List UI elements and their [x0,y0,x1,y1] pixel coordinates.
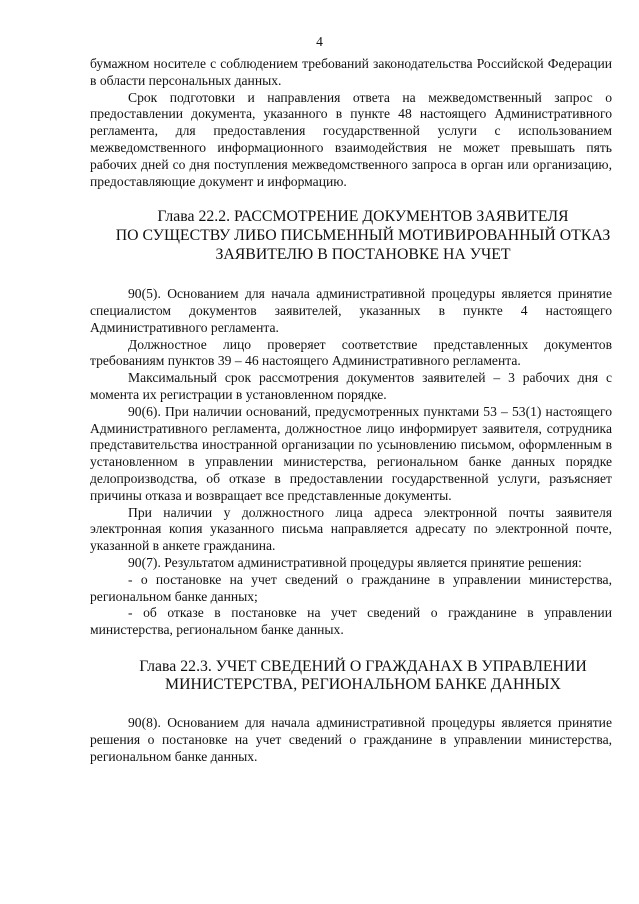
chapter-heading-22-3 [90,658,612,695]
heading-line: Глава 22.2. РАССМОТРЕНИЕ ДОКУМЕНТОВ ЗАЯВИТЕЛЯ [157,208,569,226]
document-body [90,56,612,765]
heading-line: МИНИСТЕРСТВА, РЕГИОНАЛЬНОМ БАНКЕ ДАННЫХ [165,676,561,694]
heading-line: ПО СУЩЕСТВУ ЛИБО ПИСЬМЕННЫЙ МОТИВИРОВАННЫЙ ОТКАЗ [115,226,611,244]
list-item-registration: - о постановке на учет сведений о гражданине в управлении министерства, региональном банке данных; [90,571,612,604]
paragraph-90-7: 90(7). Результатом административной процедуры является принятие решения: [128,554,582,570]
paragraph-90-5: 90(5). Основанием для начала административной процедуры является принятие специалистом документов заявителей, указанных в пункте 4 настоящего Административного регламента. [90,286,612,335]
chapter-heading-22-2 [90,208,612,264]
paragraph-electronic-copy: При наличии у должностного лица адреса электронной почты заявителя электронная копия указанного письма направляется адресату по электронной почте, указанной в анкете гражданина. [90,504,612,554]
paragraph-response-deadline: Срок подготовки и направления ответа на межведомственный запрос о предоставлении документа, указанного в пункте 48 настоящего Административного регламента, для предоставления государственной услуги с использованием межведомственного информационного взаимодействия не может превышать пять рабочих дней со дня поступления межведомственного запроса в орган или организацию, предоставляющие документ и информацию. [90,89,612,189]
paragraph-max-review-time: Максимальный срок рассмотрения документов заявителей – 3 рабочих дня с момента их регистрации в установленном порядке. [90,370,612,402]
paragraph-document-check: Должностное лицо проверяет соответствие представленных документов требованиям пунктов 39 – 46 настоящего Административного регламента. [90,336,612,369]
paragraph-personal-data: бумажном носителе с соблюдением требований законодательства Российской Федерации в области персональных данных. [90,56,612,88]
list-item-refusal: - об отказе в постановке на учет сведений о гражданине в управлении министерства, региональном банке данных. [90,605,612,638]
page-number: 4 [316,34,323,49]
heading-line: ЗАЯВИТЕЛЮ В ПОСТАНОВКЕ НА УЧЕТ [215,245,511,263]
paragraph-90-8: 90(8). Основанием для начала административной процедуры является принятие решения о постановке на учет сведений о гражданине в управлении министерства, региональном банке данных. [90,715,612,764]
heading-line: Глава 22.3. УЧЕТ СВЕДЕНИЙ О ГРАЖДАНАХ В УПРАВЛЕНИИ [139,657,587,675]
paragraph-90-6: 90(6). При наличии оснований, предусмотренных пунктами 53 – 53(1) настоящего Административного регламента, должностное лицо информирует заявителя, сотрудника представительства иностранной организации по усыновлению письмом, оформленным в установленном в управлении министерства, региональном банке данных порядке делопроизводства, об отказе в предоставлении государственной услуги, разъясняет причины отказа и возвращает все представленные документы. [90,403,612,503]
